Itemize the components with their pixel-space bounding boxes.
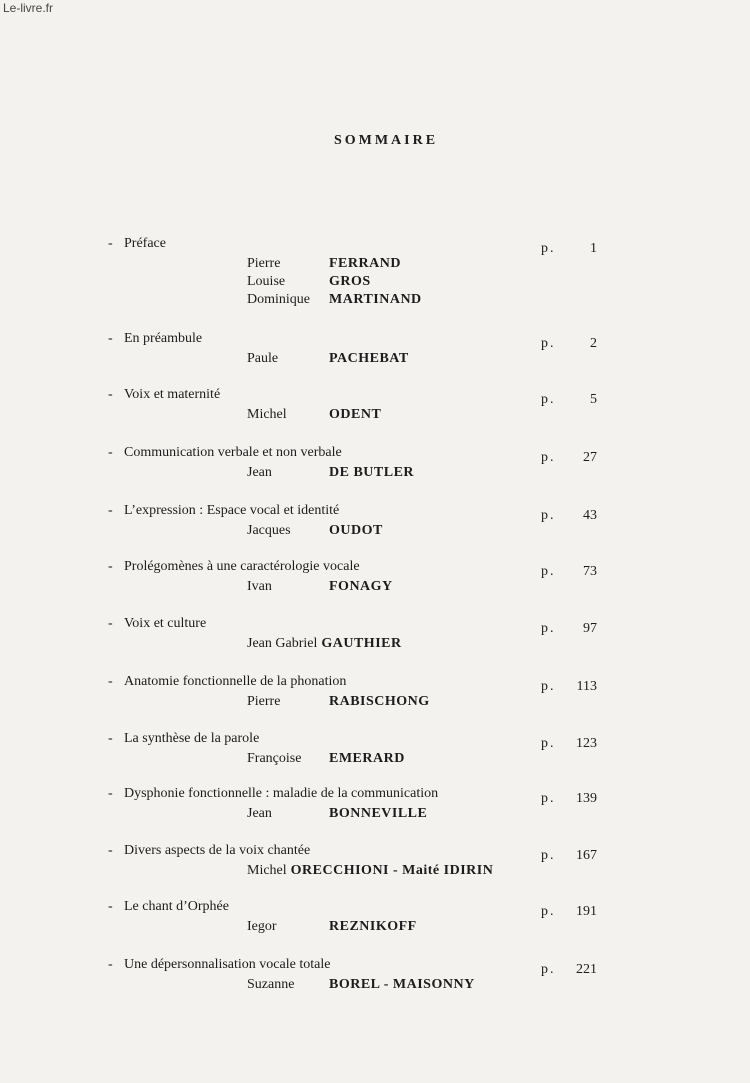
author-first-name: Michel: [247, 863, 287, 878]
author-last-name: ODENT: [329, 407, 382, 422]
page-prefix: p.: [541, 392, 556, 407]
entry-title-text: Dysphonie fonctionnelle : maladie de la communication: [124, 786, 439, 801]
page-prefix: p.: [541, 621, 556, 636]
entry-title: [108, 674, 346, 690]
entry-title-text: Divers aspects de la voix chantée: [124, 843, 311, 858]
entry-page: [541, 392, 597, 408]
page-prefix: p.: [541, 336, 556, 351]
entry-dash: -: [108, 899, 113, 914]
page-prefix: p.: [541, 450, 556, 465]
entry-title-text: Préface: [124, 236, 166, 251]
entry-page: [541, 904, 597, 920]
author-first-name: Paule: [247, 351, 279, 366]
author-last-name: RABISCHONG: [329, 694, 430, 709]
entry-title: [108, 331, 202, 347]
page-number: 43: [583, 508, 597, 523]
page-number: 97: [583, 621, 597, 636]
entry-title-text: En préambule: [124, 331, 203, 346]
author-line: [247, 806, 427, 822]
entry-dash: -: [108, 236, 113, 251]
author-first-name: Françoise: [247, 751, 302, 766]
page-number: 1: [590, 241, 597, 256]
page-number: 167: [576, 848, 597, 863]
page-prefix: p.: [541, 736, 556, 751]
page-prefix: p.: [541, 848, 556, 863]
entry-title-text: Voix et culture: [124, 616, 207, 631]
entry-page: [541, 336, 597, 352]
entry-page: [541, 962, 597, 978]
entry-title: [108, 445, 342, 461]
author-last-name: ORECCHIONI - Maité IDIRIN: [290, 863, 494, 878]
author-last-name: REZNIKOFF: [329, 919, 417, 934]
entry-title-text: Une dépersonnalisation vocale totale: [124, 957, 331, 972]
author-line: [247, 579, 393, 595]
author-first-name: Ivan: [247, 579, 272, 594]
author-line: [247, 863, 493, 879]
entry-title-text: L’expression : Espace vocal et identité: [124, 503, 340, 518]
author-first-name: Pierre: [247, 256, 281, 271]
page-prefix: p.: [541, 679, 556, 694]
entry-page: [541, 621, 597, 637]
author-first-name: Jean: [247, 465, 272, 480]
entry-page: [541, 791, 597, 807]
author-last-name: DE BUTLER: [329, 465, 415, 480]
entry-title: [108, 899, 229, 915]
page-number: 73: [583, 564, 597, 579]
author-first-name: Michel: [247, 407, 287, 422]
entry-title-text: Prolégomènes à une caractérologie vocale: [124, 559, 360, 574]
author-first-name: Iegor: [247, 919, 277, 934]
entry-title: [108, 957, 330, 973]
page-prefix: p.: [541, 241, 556, 256]
entry-dash: -: [108, 843, 113, 858]
author-last-name: GAUTHIER: [321, 636, 402, 651]
page-number: 123: [576, 736, 597, 751]
author-first-name: Suzanne: [247, 977, 295, 992]
author-line: [247, 292, 422, 308]
page-number: 191: [576, 904, 597, 919]
entry-dash: -: [108, 503, 113, 518]
author-first-name: Dominique: [247, 292, 310, 307]
entry-title: [108, 236, 166, 252]
author-first-name: Pierre: [247, 694, 281, 709]
page-prefix: p.: [541, 508, 556, 523]
page-number: 113: [576, 679, 597, 694]
author-last-name: EMERARD: [329, 751, 405, 766]
author-first-name: Jean Gabriel: [247, 636, 318, 651]
author-line: [247, 274, 371, 290]
entry-dash: -: [108, 387, 113, 402]
entry-title: [108, 843, 310, 859]
entry-page: [541, 241, 597, 257]
entry-page: [541, 564, 597, 580]
entry-title: [108, 731, 259, 747]
author-last-name: MARTINAND: [329, 292, 422, 307]
page-prefix: p.: [541, 791, 556, 806]
author-last-name: BOREL - MAISONNY: [329, 977, 475, 992]
entry-dash: -: [108, 957, 113, 972]
entry-dash: -: [108, 445, 113, 460]
author-last-name: FERRAND: [329, 256, 401, 271]
author-line: [247, 351, 409, 367]
page-title: SOMMAIRE: [333, 133, 439, 148]
author-line: [247, 523, 383, 539]
page-prefix: p.: [541, 564, 556, 579]
author-line: [247, 694, 430, 710]
entry-title: [108, 559, 360, 575]
author-line: [247, 465, 414, 481]
author-last-name: GROS: [329, 274, 371, 289]
author-first-name: Jacques: [247, 523, 291, 538]
author-line: [247, 636, 402, 652]
entry-page: [541, 450, 597, 466]
entry-title: [108, 786, 438, 802]
entry-title-text: Communication verbale et non verbale: [124, 445, 342, 460]
page-prefix: p.: [541, 962, 556, 977]
author-line: [247, 751, 405, 767]
author-last-name: PACHEBAT: [329, 351, 409, 366]
entry-page: [541, 736, 597, 752]
page-number: 221: [576, 962, 597, 977]
entry-dash: -: [108, 786, 113, 801]
author-line: [247, 407, 381, 423]
entry-page: [541, 679, 597, 695]
page-number: 139: [576, 791, 597, 806]
entry-title: [108, 387, 220, 403]
author-line: [247, 256, 401, 272]
author-last-name: FONAGY: [329, 579, 393, 594]
entry-dash: -: [108, 731, 113, 746]
page-prefix: p.: [541, 904, 556, 919]
entry-dash: -: [108, 674, 113, 689]
entry-title-text: Anatomie fonctionnelle de la phonation: [124, 674, 347, 689]
entry-title: [108, 503, 339, 519]
entry-page: [541, 508, 597, 524]
entry-title-text: La synthèse de la parole: [124, 731, 260, 746]
entry-title-text: Le chant d’Orphée: [124, 899, 229, 914]
author-last-name: OUDOT: [329, 523, 383, 538]
page-number: 2: [590, 336, 597, 351]
author-first-name: Jean: [247, 806, 272, 821]
entry-dash: -: [108, 331, 113, 346]
author-line: [247, 919, 417, 935]
page-number: 27: [583, 450, 597, 465]
entry-dash: -: [108, 559, 113, 574]
entry-title: [108, 616, 206, 632]
author-last-name: BONNEVILLE: [329, 806, 428, 821]
author-line: [247, 977, 475, 993]
watermark-text: Le-livre.fr: [3, 1, 54, 15]
entry-page: [541, 848, 597, 864]
page-number: 5: [590, 392, 597, 407]
entry-dash: -: [108, 616, 113, 631]
entry-title-text: Voix et maternité: [124, 387, 221, 402]
author-first-name: Louise: [247, 274, 286, 289]
